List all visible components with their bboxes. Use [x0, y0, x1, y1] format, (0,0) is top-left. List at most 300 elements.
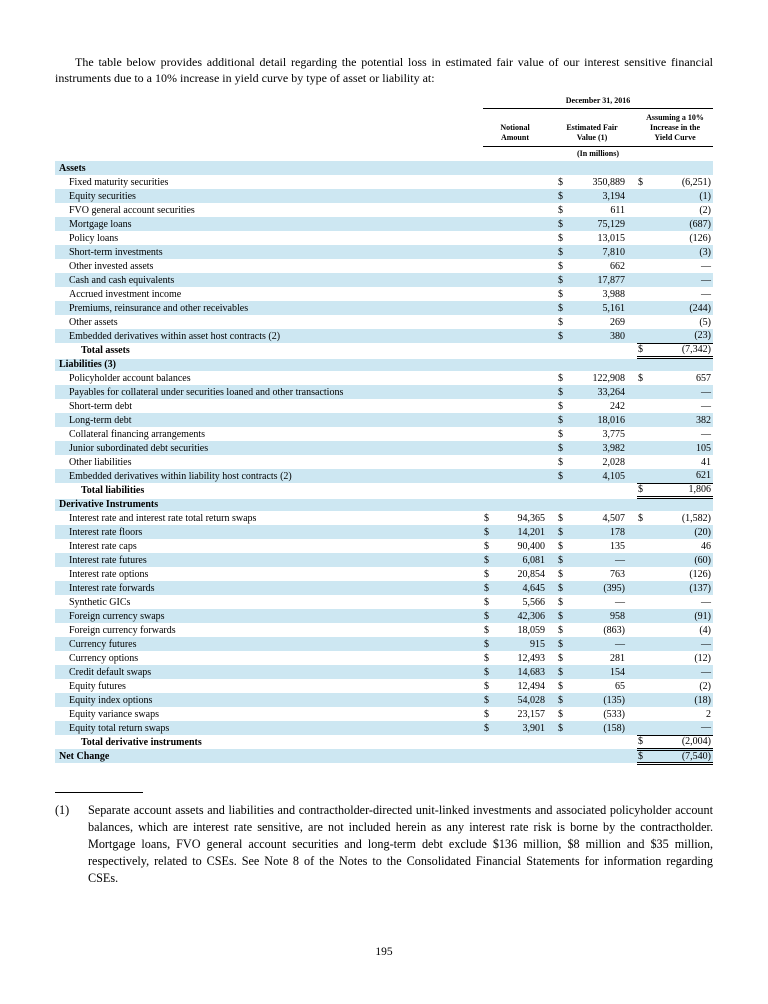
gutter — [627, 231, 637, 245]
gutter — [547, 651, 557, 665]
cell-value: 3,194 — [602, 190, 625, 202]
cell-value: — — [701, 722, 711, 734]
dollar-sign — [557, 343, 571, 357]
gutter — [627, 287, 637, 301]
gutter — [475, 707, 483, 721]
gutter — [627, 175, 637, 189]
cell-value: 54,028 — [517, 694, 545, 706]
gutter — [627, 301, 637, 315]
row-label: Interest rate futures — [69, 554, 147, 566]
dollar-sign: $ — [484, 624, 489, 636]
dollar-sign — [483, 399, 497, 413]
cell-value: 3,775 — [602, 428, 625, 440]
cell-value: 18,016 — [597, 414, 625, 426]
cell-value: 958 — [610, 610, 625, 622]
row-label: Other liabilities — [69, 456, 132, 468]
page-number: 195 — [375, 946, 393, 958]
table-row — [55, 553, 713, 567]
row-label: Embedded derivatives within asset host contracts (2) — [69, 330, 281, 342]
table-section-row — [55, 497, 713, 511]
gutter — [547, 525, 557, 539]
gutter — [547, 553, 557, 567]
dollar-sign: $ — [558, 596, 563, 608]
gutter — [547, 735, 557, 749]
gutter — [475, 427, 483, 441]
dollar-sign: $ — [558, 456, 563, 468]
gutter — [627, 189, 637, 203]
cell-value — [497, 343, 547, 357]
dollar-sign — [637, 721, 651, 735]
gutter — [547, 427, 557, 441]
table-row — [55, 301, 713, 315]
gutter — [547, 469, 557, 483]
cell-value: 23,157 — [517, 708, 545, 720]
cell-value: (687) — [689, 218, 711, 230]
dollar-sign: $ — [558, 246, 563, 258]
row-label: Junior subordinated debt securities — [69, 442, 209, 454]
gutter — [475, 343, 483, 357]
gutter — [475, 203, 483, 217]
footnote-1 — [55, 802, 713, 887]
table-row — [55, 595, 713, 609]
row-label: Equity index options — [69, 694, 153, 706]
gutter — [627, 567, 637, 581]
dollar-sign: $ — [484, 652, 489, 664]
table-row — [55, 315, 713, 329]
table-row — [55, 469, 713, 483]
gutter — [475, 539, 483, 553]
cell-value: 5,161 — [602, 302, 625, 314]
units-row — [55, 147, 713, 162]
gutter — [627, 385, 637, 399]
gutter — [627, 399, 637, 413]
gutter — [547, 231, 557, 245]
cell-value: (137) — [689, 582, 711, 594]
dollar-sign — [637, 651, 651, 665]
row-label: Equity variance swaps — [69, 708, 159, 720]
table-section-row — [55, 161, 713, 175]
cell-value: 350,889 — [592, 176, 625, 188]
cell-value: 41 — [701, 456, 711, 468]
gutter — [627, 441, 637, 455]
gutter — [547, 623, 557, 637]
dollar-sign: $ — [558, 274, 563, 286]
cell-value — [497, 231, 547, 245]
gutter — [547, 329, 557, 343]
dollar-sign — [637, 539, 651, 553]
dollar-sign — [483, 735, 497, 749]
gutter — [475, 567, 483, 581]
dollar-sign — [637, 581, 651, 595]
dollar-sign: $ — [558, 526, 563, 538]
gutter — [627, 109, 637, 147]
section-label: Liabilities (3) — [59, 359, 116, 371]
row-label: Long-term debt — [69, 414, 132, 426]
table-row — [55, 665, 713, 679]
cell-value — [571, 735, 627, 749]
table-section-row — [55, 357, 713, 371]
cell-value: 122,908 — [592, 372, 625, 384]
dollar-sign — [483, 469, 497, 483]
dollar-sign — [483, 385, 497, 399]
dollar-sign — [637, 595, 651, 609]
dollar-sign: $ — [484, 596, 489, 608]
table-row — [55, 385, 713, 399]
gutter — [547, 287, 557, 301]
gutter — [547, 511, 557, 525]
dollar-sign: $ — [558, 414, 563, 426]
cell-value: 4,507 — [602, 512, 625, 524]
table-row — [55, 707, 713, 721]
sensitivity-table-wrap — [55, 94, 713, 765]
dollar-sign — [637, 525, 651, 539]
cell-value: 915 — [530, 638, 545, 650]
cell-value — [571, 343, 627, 357]
gutter — [547, 721, 557, 735]
cell-value: 105 — [696, 442, 711, 454]
row-label: Foreign currency forwards — [69, 624, 176, 636]
dollar-sign — [637, 315, 651, 329]
dollar-sign: $ — [558, 204, 563, 216]
cell-value: 1,806 — [651, 483, 713, 497]
table-row — [55, 679, 713, 693]
dollar-sign — [483, 483, 497, 497]
cell-value: 2 — [706, 708, 711, 720]
gutter — [547, 455, 557, 469]
cell-value — [497, 301, 547, 315]
cell-value: 90,400 — [517, 540, 545, 552]
cell-value: 2,028 — [602, 456, 625, 468]
cell-value: 178 — [610, 526, 625, 538]
table-row — [55, 623, 713, 637]
table-row — [55, 749, 713, 763]
dollar-sign — [557, 483, 571, 497]
cell-value: (4) — [699, 624, 711, 636]
dollar-sign — [483, 441, 497, 455]
cell-value: 154 — [610, 666, 625, 678]
table-row — [55, 231, 713, 245]
gutter — [475, 287, 483, 301]
gutter — [547, 301, 557, 315]
gutter — [475, 441, 483, 455]
gutter — [475, 525, 483, 539]
table-row — [55, 371, 713, 385]
section-label: Assets — [59, 162, 86, 174]
dollar-sign: $ — [558, 610, 563, 622]
gutter — [547, 273, 557, 287]
date-header-row — [55, 94, 713, 109]
cell-value: (20) — [694, 526, 711, 538]
cell-value: 611 — [610, 204, 625, 216]
cell-value: — — [701, 596, 711, 608]
table-row — [55, 343, 713, 357]
row-label: Interest rate caps — [69, 540, 137, 552]
row-label: Accrued investment income — [69, 288, 182, 300]
gutter — [627, 343, 637, 357]
row-label: Equity securities — [69, 190, 136, 202]
row-label: Other invested assets — [69, 260, 154, 272]
cell-value — [497, 217, 547, 231]
cell-value — [497, 399, 547, 413]
gutter — [627, 427, 637, 441]
header-spacer — [55, 94, 483, 109]
cell-value — [497, 441, 547, 455]
gutter — [547, 483, 557, 497]
dollar-sign: $ — [558, 652, 563, 664]
cell-value — [497, 329, 547, 343]
dollar-sign — [637, 623, 651, 637]
cell-value: (2) — [699, 204, 711, 216]
table-row — [55, 735, 713, 749]
row-label: Net Change — [59, 750, 110, 762]
cell-value — [497, 189, 547, 203]
gutter — [627, 455, 637, 469]
cell-value: (12) — [694, 652, 711, 664]
column-header-notional-amount: Notional Amount — [483, 109, 547, 147]
dollar-sign — [483, 231, 497, 245]
cell-value: 3,901 — [522, 722, 545, 734]
cell-value: 380 — [610, 330, 625, 342]
cell-value — [497, 273, 547, 287]
gutter — [547, 413, 557, 427]
gutter — [475, 175, 483, 189]
cell-value: 657 — [696, 372, 711, 384]
dollar-sign: $ — [637, 483, 651, 497]
cell-value: (395) — [603, 582, 625, 594]
gutter — [475, 623, 483, 637]
dollar-sign — [637, 287, 651, 301]
dollar-sign: $ — [558, 372, 563, 384]
cell-value: (5) — [699, 316, 711, 328]
dollar-sign: $ — [558, 288, 563, 300]
row-label: Policy loans — [69, 232, 119, 244]
row-label: Short-term investments — [69, 246, 163, 258]
dollar-sign: $ — [484, 666, 489, 678]
cell-value: 135 — [610, 540, 625, 552]
column-header-row — [55, 109, 713, 147]
row-label: Currency options — [69, 652, 139, 664]
gutter — [547, 539, 557, 553]
cell-value: (6,251) — [681, 176, 711, 188]
dollar-sign: $ — [637, 343, 651, 357]
cell-value: (1) — [699, 190, 711, 202]
dollar-sign: $ — [484, 708, 489, 720]
gutter — [627, 273, 637, 287]
cell-value: — — [701, 666, 711, 678]
cell-value — [497, 245, 547, 259]
gutter — [475, 385, 483, 399]
dollar-sign: $ — [558, 708, 563, 720]
cell-value: 763 — [610, 568, 625, 580]
row-label: Mortgage loans — [69, 218, 132, 230]
dollar-sign — [637, 301, 651, 315]
dollar-sign — [637, 693, 651, 707]
dollar-sign — [483, 371, 497, 385]
gutter — [475, 749, 483, 763]
gutter — [475, 651, 483, 665]
gutter — [547, 203, 557, 217]
footnote-text: Separate account assets and liabilities and contractholder-directed unit-linked investments and associated policyholder account balances, which are interest rate sensitive, are not included herein as any interest rate risk is borne by the contractholder. Mortgage loans, FVO general account securities and long-term debt exclude $136 million, $8 million and $35 million, respectively, related to CSEs. See Note 8 of the Notes to the Consolidated Financial Statements for information regarding CSEs. — [88, 803, 713, 885]
gutter — [627, 315, 637, 329]
cell-value: (863) — [603, 624, 625, 636]
table-row — [55, 637, 713, 651]
dollar-sign: $ — [558, 568, 563, 580]
dollar-sign — [637, 385, 651, 399]
gutter — [475, 259, 483, 273]
gutter — [547, 637, 557, 651]
dollar-sign: $ — [558, 722, 563, 734]
dollar-sign: $ — [558, 400, 563, 412]
cell-value: — — [701, 638, 711, 650]
dollar-sign: $ — [558, 218, 563, 230]
table-row — [55, 203, 713, 217]
gutter — [475, 273, 483, 287]
cell-value: 46 — [701, 540, 711, 552]
gutter — [475, 231, 483, 245]
dollar-sign — [637, 665, 651, 679]
gutter — [475, 217, 483, 231]
dollar-sign: $ — [558, 680, 563, 692]
cell-value: 5,566 — [522, 596, 545, 608]
table-row — [55, 245, 713, 259]
dollar-sign: $ — [484, 722, 489, 734]
row-label: Cash and cash equivalents — [69, 274, 175, 286]
cell-value: — — [615, 638, 625, 650]
dollar-sign — [637, 273, 651, 287]
cell-value: — — [615, 554, 625, 566]
dollar-sign: $ — [484, 526, 489, 538]
cell-value: 12,493 — [517, 652, 545, 664]
dollar-sign — [557, 735, 571, 749]
cell-value — [497, 287, 547, 301]
gutter — [475, 315, 483, 329]
cell-value: 6,081 — [522, 554, 545, 566]
cell-value: (7,540) — [651, 749, 713, 763]
cell-value: — — [701, 400, 711, 412]
cell-value: 242 — [610, 400, 625, 412]
table-row — [55, 273, 713, 287]
cell-value: 12,494 — [517, 680, 545, 692]
dollar-sign — [557, 749, 571, 763]
cell-value — [497, 749, 547, 763]
cell-value: — — [701, 260, 711, 272]
cell-value: (126) — [689, 232, 711, 244]
dollar-sign — [637, 469, 651, 483]
gutter — [475, 637, 483, 651]
dollar-sign — [483, 203, 497, 217]
table-row — [55, 581, 713, 595]
cell-value: 269 — [610, 316, 625, 328]
row-label: Equity futures — [69, 680, 126, 692]
cell-value: (135) — [603, 694, 625, 706]
dollar-sign: $ — [484, 680, 489, 692]
dollar-sign — [483, 329, 497, 343]
cell-value: (23) — [694, 330, 711, 342]
cell-value — [497, 455, 547, 469]
gutter — [547, 259, 557, 273]
dollar-sign: $ — [638, 176, 643, 188]
row-label: Equity total return swaps — [69, 722, 170, 734]
date-header: December 31, 2016 — [483, 94, 713, 109]
gutter — [547, 581, 557, 595]
footnote-marker: (1) — [55, 803, 70, 817]
cell-value: 382 — [696, 414, 711, 426]
gutter — [547, 175, 557, 189]
dollar-sign — [637, 553, 651, 567]
row-label: Premiums, reinsurance and other receivables — [69, 302, 249, 314]
gutter — [475, 455, 483, 469]
cell-value: — — [615, 596, 625, 608]
row-label: Total derivative instruments — [81, 736, 202, 748]
dollar-sign — [637, 189, 651, 203]
dollar-sign — [637, 441, 651, 455]
gutter — [547, 245, 557, 259]
cell-value: 4,645 — [522, 582, 545, 594]
table-row — [55, 651, 713, 665]
gutter — [475, 329, 483, 343]
cell-value: 33,264 — [597, 386, 625, 398]
table-row — [55, 525, 713, 539]
gutter — [547, 109, 557, 147]
row-label: Credit default swaps — [69, 666, 152, 678]
table-row — [55, 441, 713, 455]
cell-value — [497, 427, 547, 441]
table-row — [55, 483, 713, 497]
gutter — [547, 693, 557, 707]
gutter — [627, 483, 637, 497]
sensitivity-table — [55, 94, 713, 765]
gutter — [475, 679, 483, 693]
header-spacer — [55, 147, 483, 162]
gutter — [547, 399, 557, 413]
gutter — [475, 189, 483, 203]
gutter — [547, 343, 557, 357]
dollar-sign: $ — [558, 260, 563, 272]
column-header-yield-increase: Assuming a 10% Increase in the Yield Curve — [637, 109, 713, 147]
cell-value: 7,810 — [602, 246, 625, 258]
dollar-sign — [637, 679, 651, 693]
dollar-sign — [483, 259, 497, 273]
gutter — [547, 441, 557, 455]
cell-value: 4,105 — [602, 470, 625, 482]
dollar-sign: $ — [558, 470, 563, 482]
gutter — [475, 301, 483, 315]
gutter — [475, 581, 483, 595]
dollar-sign: $ — [558, 666, 563, 678]
gutter — [547, 315, 557, 329]
dollar-sign: $ — [558, 582, 563, 594]
dollar-sign — [637, 399, 651, 413]
gutter — [627, 259, 637, 273]
cell-value: (1,582) — [681, 512, 711, 524]
dollar-sign: $ — [558, 386, 563, 398]
row-label: Other assets — [69, 316, 118, 328]
cell-value: (18) — [694, 694, 711, 706]
cell-value: 3,982 — [602, 442, 625, 454]
cell-value: (7,342) — [651, 343, 713, 357]
gutter — [627, 679, 637, 693]
row-label: Synthetic GICs — [69, 596, 131, 608]
cell-value: (3) — [699, 246, 711, 258]
cell-value: 14,201 — [517, 526, 545, 538]
cell-value: 75,129 — [597, 218, 625, 230]
gutter — [627, 217, 637, 231]
gutter — [475, 413, 483, 427]
cell-value: 20,854 — [517, 568, 545, 580]
dollar-sign — [483, 273, 497, 287]
row-label: Interest rate forwards — [69, 582, 155, 594]
row-label: Currency futures — [69, 638, 137, 650]
